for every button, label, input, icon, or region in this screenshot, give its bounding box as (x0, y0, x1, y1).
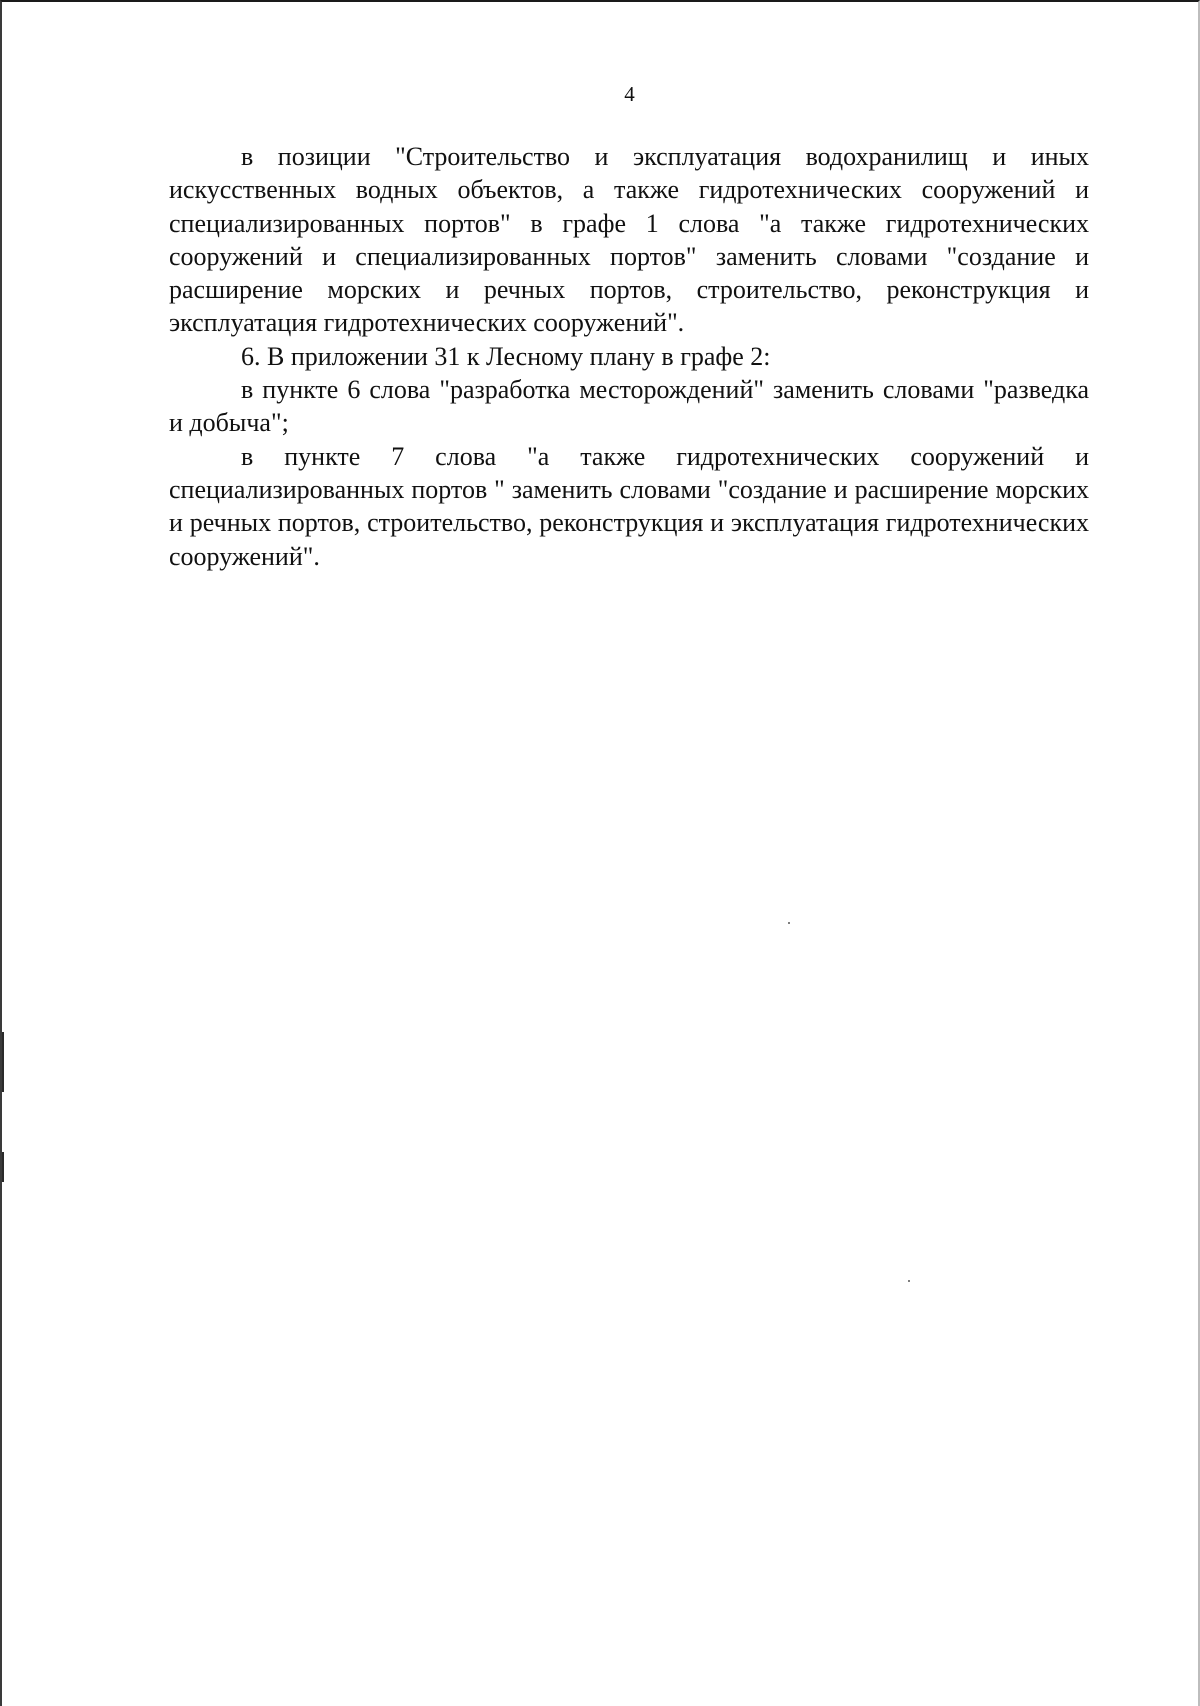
scan-edge-mark (2, 1152, 4, 1182)
document-body (169, 140, 1089, 573)
scan-speck (788, 922, 790, 924)
page-number: 4 (624, 82, 635, 106)
paragraph-item-6: в пункте 6 слова "разработка месторождений" заменить словами "разведка и добыча"; (169, 375, 1089, 438)
paragraph-position-change: в позиции "Строительство и эксплуатация водохранилищ и иных искусственных водных объектов, а также гидротехнических сооружений и специализированных портов" в графе 1 слова "а также гидротехнических сооружений и специализированных портов" заменить словами "создание и расширение морских и речных портов, строительство, реконструкция и эксплуатация гидротехнических сооружений". (169, 142, 1089, 338)
paragraph-item-7: в пункте 7 слова "а также гидротехнических сооружений и специализированных портов " заменить словами "создание и расширение морских и речных портов, строительство, реконструкция и эксплуатация гидротехнических сооружений". (169, 441, 1089, 571)
scan-edge-mark (2, 1032, 4, 1092)
scan-speck (908, 1280, 910, 1282)
paragraph-appendix-31: 6. В приложении 31 к Лесному плану в графе 2: (241, 341, 771, 371)
